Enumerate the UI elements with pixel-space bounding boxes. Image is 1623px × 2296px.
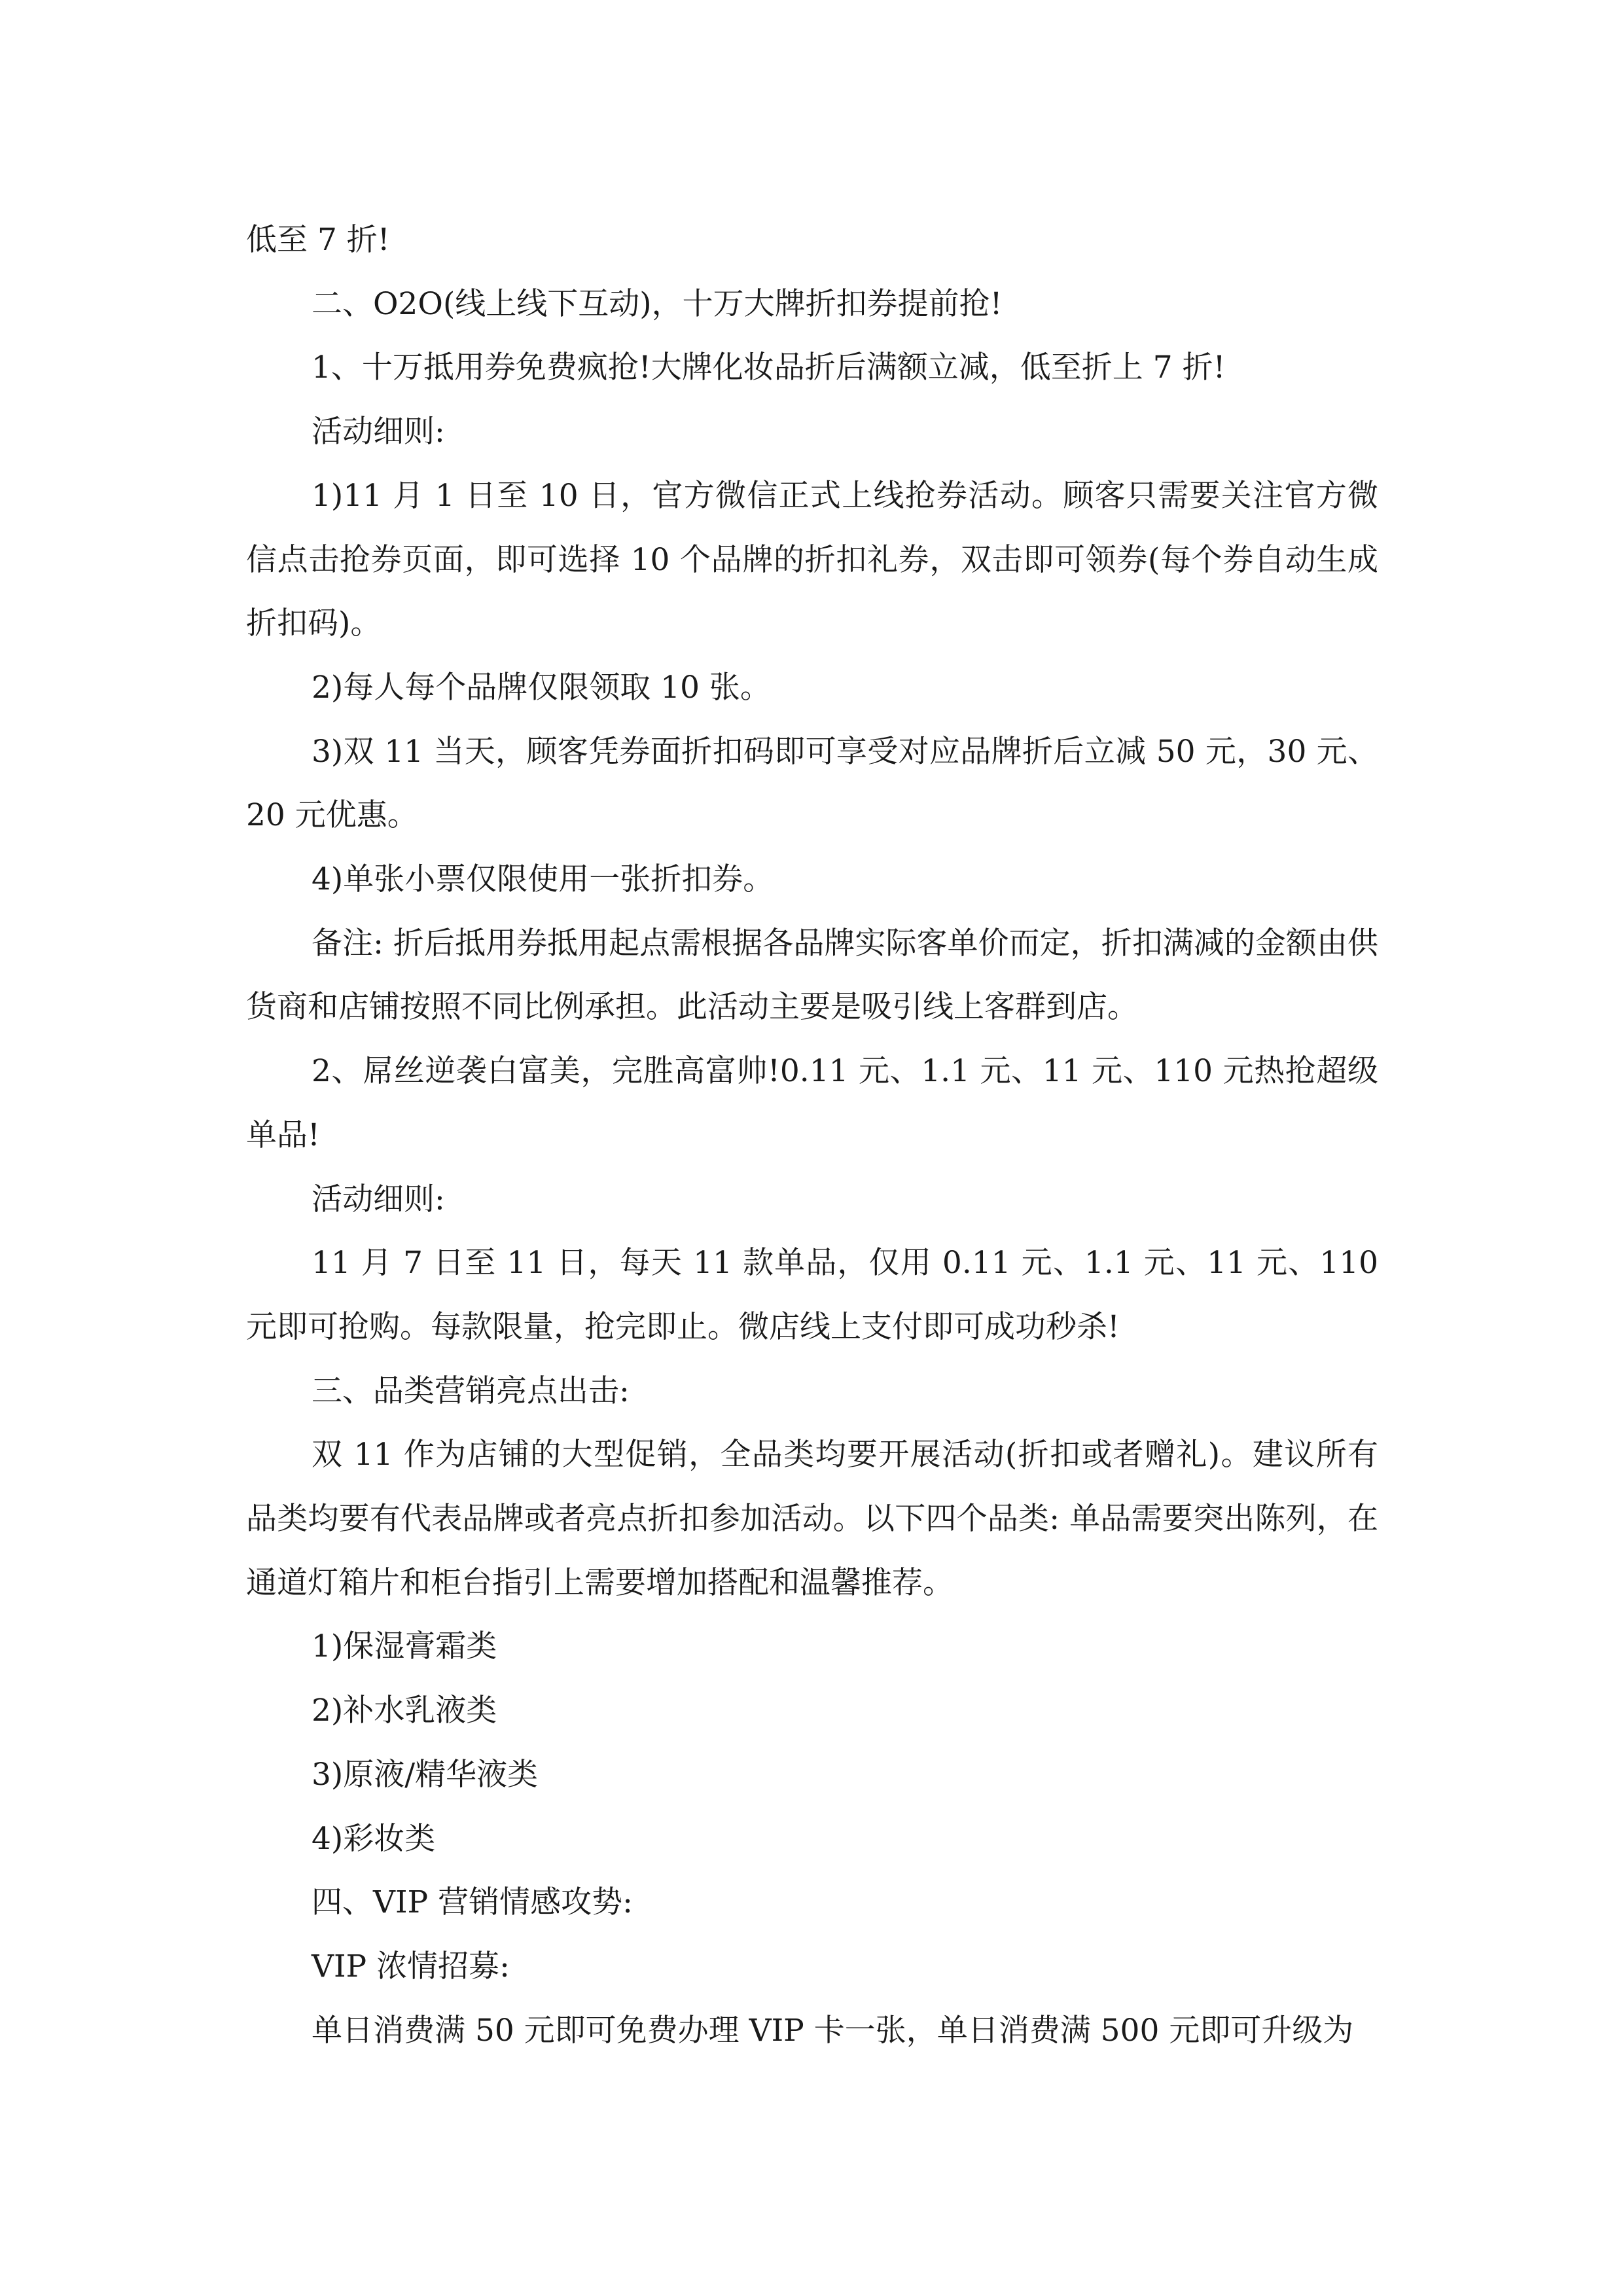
list-item: 1)保湿膏霜类 [312, 1628, 497, 1665]
list-item: 4)彩妆类 [312, 1820, 436, 1857]
paragraph: 11 月 7 日至 11 日，每天 11 款单品，仅用 0.11 元、1.1 元、11 元、110 元即可抢购。每款限量，抢完即止。微店线上支付即可成功秒杀! [246, 1245, 1378, 1345]
paragraph: 2、屌丝逆袭白富美，完胜高富帅!0.11 元、1.1 元、11 元、110 元热抢超级单品! [246, 1053, 1378, 1153]
section-heading: 三、品类营销亮点出击: [312, 1372, 630, 1409]
paragraph: 1、十万抵用券免费疯抢!大牌化妆品折后满额立减，低至折上 7 折! [312, 350, 1226, 386]
section-heading: 二、O2O(线上线下互动)，十万大牌折扣券提前抢! [312, 285, 1003, 322]
list-item: 3)原液/精华液类 [312, 1756, 539, 1793]
subheading: VIP 浓情招募: [312, 1948, 510, 1984]
paragraph: 低至 7 折! [246, 222, 390, 258]
paragraph: 2)每人每个品牌仅限领取 10 张。 [312, 669, 771, 706]
section-heading: 四、VIP 营销情感攻势: [312, 1884, 633, 1921]
paragraph: 3)双 11 当天，顾客凭券面折扣码即可享受对应品牌折后立减 50 元，30 元、20 元优惠。 [246, 733, 1378, 834]
paragraph: 单日消费满 50 元即可免费办理 VIP 卡一张，单日消费满 500 元即可升级为 [312, 2012, 1354, 2049]
list-item: 2)补水乳液类 [312, 1693, 497, 1729]
document-body [246, 208, 1378, 2062]
note-paragraph: 备注: 折后抵用券抵用起点需根据各品牌实际客单价而定，折扣满减的金额由供货商和店铺按照不同比例承担。此活动主要是吸引线上客群到店。 [246, 925, 1378, 1026]
paragraph: 1)11 月 1 日至 10 日，官方微信正式上线抢券活动。顾客只需要关注官方微信点击抢券页面，即可选择 10 个品牌的折扣礼券，双击即可领券(每个券自动生成折扣码)。 [246, 477, 1378, 642]
paragraph: 4)单张小票仅限使用一张折扣券。 [312, 861, 774, 898]
subheading: 活动细则: [312, 1181, 445, 1217]
subheading: 活动细则: [312, 414, 445, 450]
paragraph: 双 11 作为店铺的大型促销，全品类均要开展活动(折扣或者赠礼)。建议所有品类均要有代表品牌或者亮点折扣参加活动。以下四个品类: 单品需要突出陈列，在通道灯箱片和柜台指引上需要增加搭配和温馨推荐。 [246, 1437, 1378, 1601]
